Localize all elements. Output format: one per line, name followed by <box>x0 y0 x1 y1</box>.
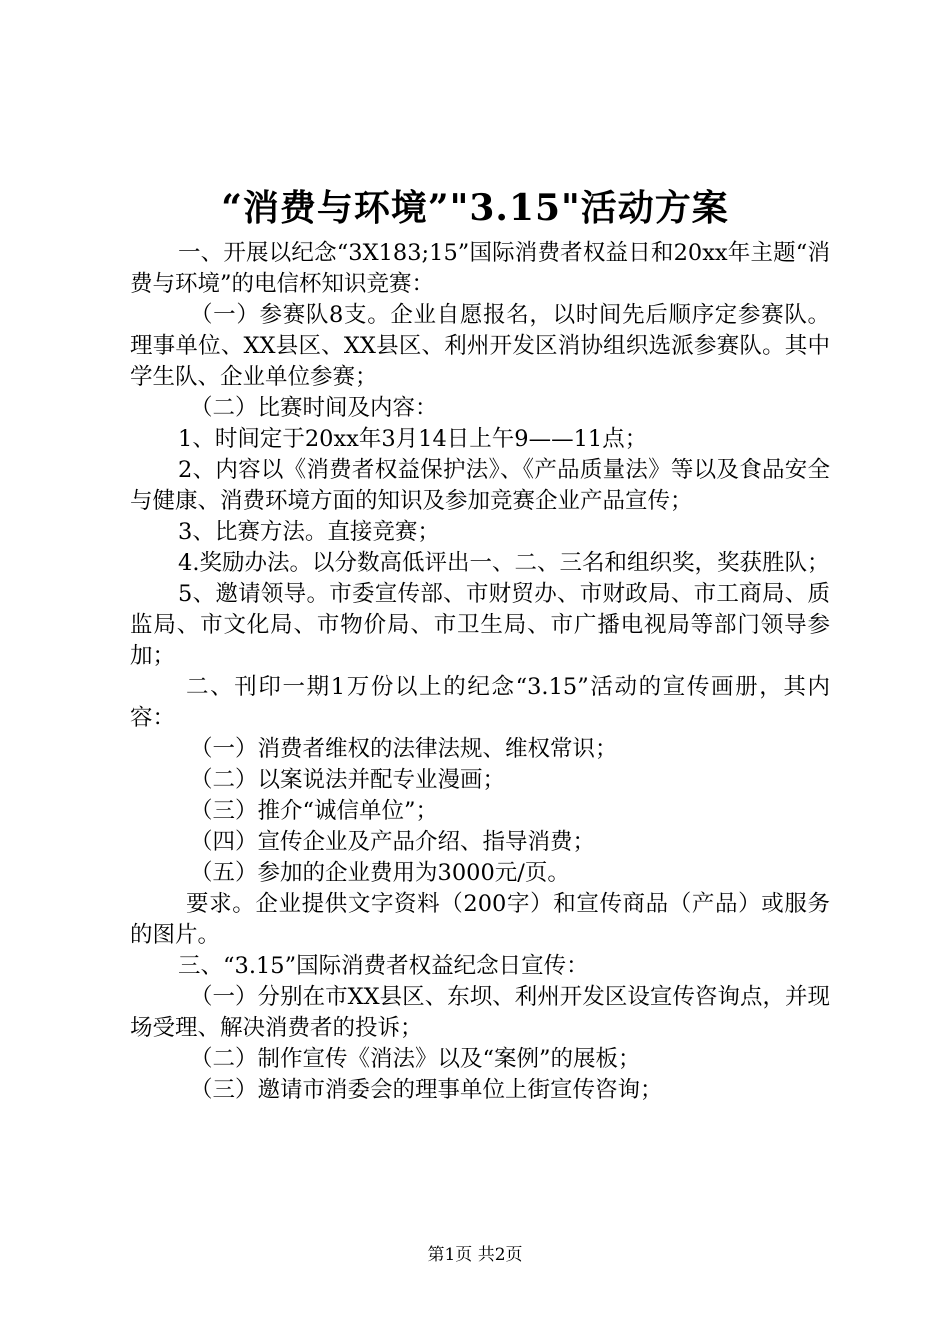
paragraph-item: （二）以案说法并配专业漫画； <box>190 767 506 793</box>
paragraph-item: （一）参赛队8支。企业自愿报名，以时间先后顺序定参赛队。理事单位、XX县区、XX县区、利州开发区消协组织选派参赛队。其中学生队、企业单位参赛； <box>130 302 830 390</box>
page-footer: 第1页 共2页 <box>427 1245 523 1265</box>
paragraph-item: （五）参加的企业费用为3000元/页。 <box>190 860 570 886</box>
paragraph-item: （三）推介“诚信单位”； <box>190 798 439 824</box>
paragraph-item: 5、邀请领导。市委宣传部、市财贸办、市财政局、市工商局、质监局、市文化局、市物价局、市卫生局、市广播电视局等部门领导参加； <box>130 581 830 669</box>
paragraph-item: 3、比赛方法。直接竞赛； <box>178 519 440 545</box>
paragraph-item: （二）制作宣传《消法》以及“案例”的展板； <box>190 1046 641 1072</box>
paragraph-item: （一）分别在市XX县区、东坝、利州开发区设宣传咨询点，并现场受理、解决消费者的投诉； <box>130 984 830 1041</box>
paragraph-section-1: 一、开展以纪念“3X183;15”国际消费者权益日和20xx年主题“消费与环境”的电信杯知识竞赛： <box>130 240 830 297</box>
paragraph-item: （二）比赛时间及内容： <box>190 395 438 421</box>
paragraph-item: 4.奖励办法。以分数高低评出一、二、三名和组织奖，奖获胜队； <box>178 550 830 576</box>
paragraph-section-3: 三、“3.15”国际消费者权益纪念日宣传： <box>178 953 589 979</box>
document-title: “消费与环境”"3.15"活动方案 <box>221 187 729 229</box>
document-body <box>130 238 830 1106</box>
paragraph-requirement: 要求。企业提供文字资料（200字）和宣传商品（产品）或服务的图片。 <box>130 891 830 948</box>
paragraph-item: （四）宣传企业及产品介绍、指导消费； <box>190 829 596 855</box>
paragraph-item: 2、内容以《消费者权益保护法》、《产品质量法》等以及食品安全与健康、消费环境方面的知识及参加竞赛企业产品宣传； <box>130 457 830 514</box>
paragraph-item: （一）消费者维权的法律法规、维权常识； <box>190 736 618 762</box>
paragraph-section-2: 二、刊印一期1万份以上的纪念“3.15”活动的宣传画册，其内容： <box>130 674 830 731</box>
paragraph-item: （三）邀请市消委会的理事单位上街宣传咨询； <box>190 1077 663 1103</box>
paragraph-item: 1、时间定于20xx年3月14日上午9——11点； <box>178 426 648 452</box>
